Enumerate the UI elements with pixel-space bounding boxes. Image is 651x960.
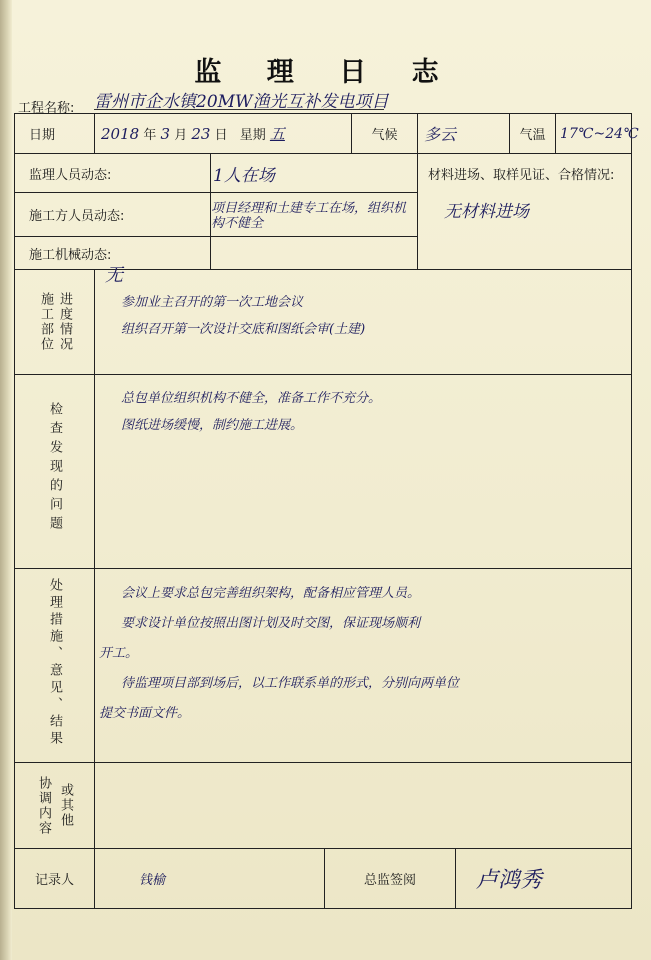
- progress-label: [15, 270, 95, 375]
- issues-content: [95, 375, 632, 569]
- staff-row: [15, 154, 632, 193]
- page-title: 监 理 日 志: [194, 57, 457, 88]
- binding-edge: [0, 0, 12, 960]
- signature-row: [15, 849, 632, 909]
- progress-label-left: 施工部位: [38, 292, 53, 352]
- weather-label: 气候: [352, 114, 418, 154]
- date-month: 3: [160, 125, 171, 143]
- measures-content: [95, 569, 632, 763]
- weekday-value: 五: [269, 125, 285, 143]
- project-label: 工程名称:: [18, 101, 75, 116]
- temperature-value: 17℃~24℃: [556, 114, 632, 154]
- coordination-label: [15, 763, 95, 849]
- progress-row: [15, 270, 632, 375]
- temperature-label: 气温: [510, 114, 556, 154]
- date-label: 日期: [15, 114, 95, 154]
- materials-cell: [418, 154, 632, 270]
- project-name: 雷州市企水镇20MW渔光互补发电项目: [94, 87, 384, 110]
- progress-line: 参加业主召开的第一次工地会议: [121, 295, 304, 310]
- progress-line: 组织召开第一次设计交底和图纸会审(土建): [121, 322, 366, 337]
- log-table: [14, 113, 639, 909]
- measures-row: [15, 569, 632, 763]
- chief-label: 总监签阅: [325, 849, 456, 909]
- date-month-unit: 月: [174, 128, 188, 143]
- date-row: [15, 114, 632, 154]
- coordination-row: [15, 763, 632, 849]
- weekday-label: 星期: [239, 128, 266, 143]
- progress-label-right: 进度情况: [57, 292, 72, 352]
- issues-line: 总包单位组织机构不健全，准备工作不充分。: [121, 391, 382, 406]
- measures-line: 提交书面文件。: [99, 706, 191, 721]
- staff-label: 监理人员动态:: [15, 154, 211, 193]
- issues-row: [15, 375, 632, 569]
- machinery-label: 施工机械动态:: [15, 237, 211, 270]
- measures-line: 要求设计单位按照出图计划及时交图，保证现场顺利: [121, 616, 421, 631]
- date-year-unit: 年: [143, 128, 157, 143]
- coordination-label-right: 或其他: [58, 783, 73, 828]
- issues-line: 图纸进场缓慢，制约施工进展。: [121, 418, 304, 433]
- materials-value: 无材料进场: [444, 202, 530, 222]
- progress-content: [95, 265, 632, 375]
- chief-signature: 卢鸿秀: [456, 849, 632, 909]
- materials-label: 材料进场、取样见证、合格情况:: [428, 168, 615, 183]
- coordination-content: [95, 763, 632, 849]
- measures-label: 处理措施、意见、结果: [15, 569, 95, 763]
- measures-line: 开工。: [99, 646, 139, 661]
- date-day: 23: [191, 125, 211, 143]
- staff-value: 1人在场: [211, 154, 418, 193]
- coordination-label-left: 协调内容: [36, 775, 51, 836]
- weather-value: 多云: [418, 114, 510, 154]
- machinery-value: 无: [105, 265, 124, 286]
- issues-label: 检查发现的问题: [15, 375, 95, 569]
- recorder-signature: 钱榆: [95, 849, 325, 909]
- date-day-unit: 日: [214, 128, 228, 143]
- measures-line: 待监理项目部到场后，以工作联系单的形式，分别向两单位: [121, 676, 460, 691]
- contractor-label: 施工方人员动态:: [15, 193, 211, 237]
- date-field: [95, 114, 352, 154]
- contractor-value: 项目经理和土建专工在场，组织机构不健全: [211, 193, 418, 237]
- measures-line: 会议上要求总包完善组织架构，配备相应管理人员。: [121, 586, 421, 601]
- date-year: 2018: [101, 125, 140, 143]
- recorder-label: 记录人: [15, 849, 95, 909]
